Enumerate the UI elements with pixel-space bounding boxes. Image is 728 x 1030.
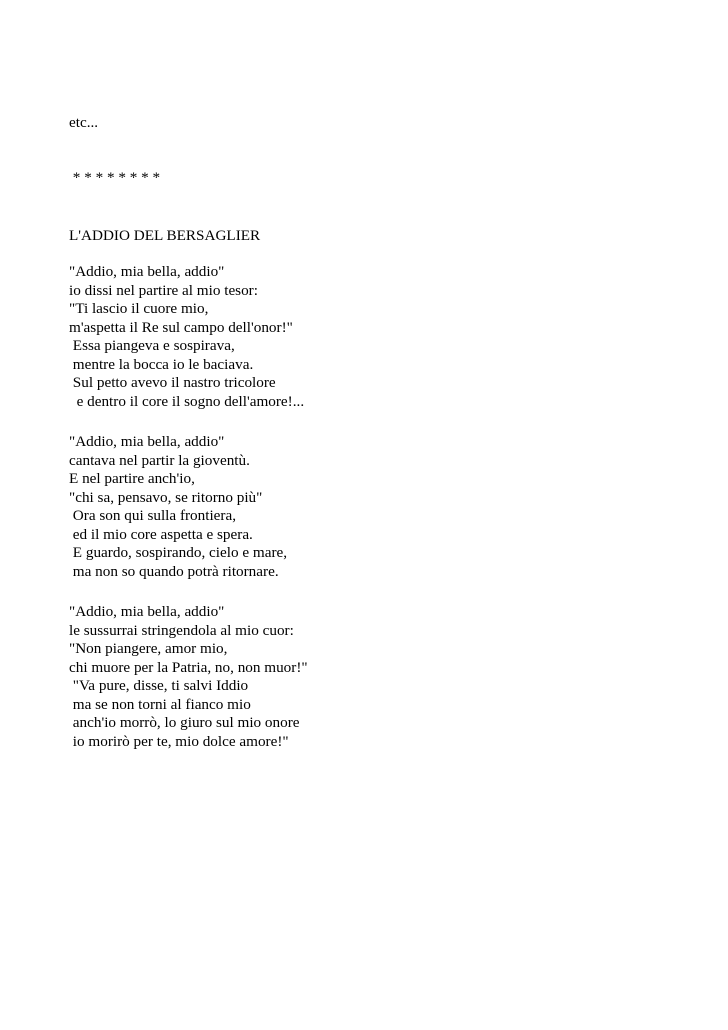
stanza-3 (69, 603, 308, 751)
verse-line: Essa piangeva e sospirava, (69, 337, 235, 354)
verse-line: ma non so quando potrà ritornare. (69, 562, 279, 580)
verse-line: Ora son qui sulla frontiera, (69, 507, 237, 524)
verse-line: cantava nel partir la gioventù. (69, 451, 250, 469)
verse-line: Sul petto avevo il nastro tricolore (69, 374, 276, 391)
verse-line: "Addio, mia bella, addio" (69, 433, 225, 450)
etc-text: etc... (69, 114, 99, 131)
verse-line: ma se non torni al fianco mio (69, 695, 251, 713)
verse-line: "chi sa, pensavo, se ritorno più" (69, 488, 263, 506)
verse-line: m'aspetta il Re sul campo dell'onor!" (69, 318, 293, 336)
verse-line: "Va pure, disse, ti salvi Iddio (69, 677, 249, 694)
verse-line: anch'io morrò, lo giuro sul mio onore (69, 714, 300, 731)
stanza-2 (69, 433, 287, 581)
verse-line: le sussurrai stringendola al mio cuor: (69, 621, 294, 639)
verse-line: io dissi nel partire al mio tesor: (69, 281, 258, 299)
separator-asterisks: * * * * * * * * (69, 169, 161, 186)
verse-line: e dentro il core il sogno dell'amore!... (69, 392, 305, 410)
verse-line: "Addio, mia bella, addio" (69, 263, 225, 280)
song-title: L'ADDIO DEL BERSAGLIER (69, 227, 261, 244)
verse-line: "Ti lascio il cuore mio, (69, 300, 209, 317)
verse-line: E guardo, sospirando, cielo e mare, (69, 544, 288, 561)
verse-line: mentre la bocca io le baciava. (69, 355, 254, 373)
stanza-1 (69, 263, 304, 411)
verse-line: ed il mio core aspetta e spera. (69, 525, 253, 543)
verse-line: io morirò per te, mio dolce amore!" (69, 732, 289, 750)
verse-line: "Addio, mia bella, addio" (69, 603, 225, 620)
verse-line: "Non piangere, amor mio, (69, 640, 228, 657)
verse-line: chi muore per la Patria, no, non muor!" (69, 658, 308, 676)
verse-line: E nel partire anch'io, (69, 470, 195, 487)
